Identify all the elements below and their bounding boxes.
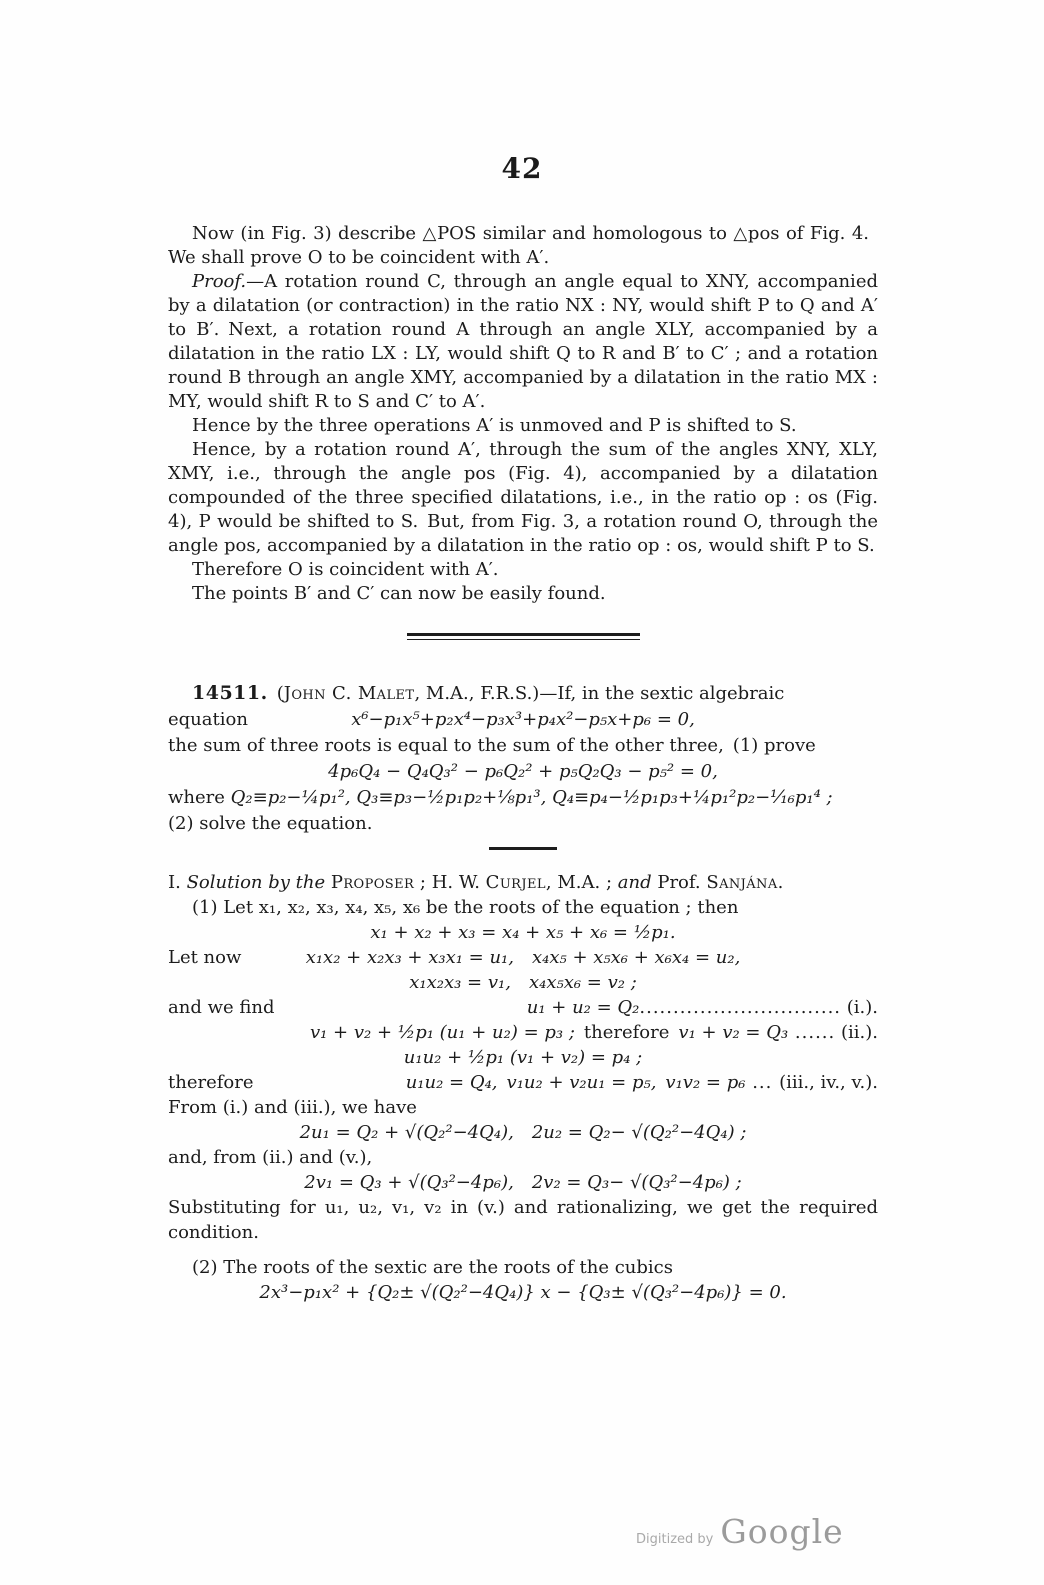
solution-byline-italic: Solution by the: [186, 872, 331, 893]
divider-thin-rule: [407, 639, 640, 640]
root-sums-formula: x₁ + x₂ + x₃ = x₄ + x₅ + x₆ = ½p₁.: [370, 922, 676, 943]
google-watermark: [636, 1512, 844, 1551]
ref-ii: (ii.).: [835, 1022, 878, 1043]
part-two-line: (2) The roots of the sextic are the roots of the cubics: [192, 1257, 673, 1278]
sum-of-roots-line: the sum of three roots is equal to the sum of the other three, (1) prove: [168, 735, 816, 756]
let-now-label: Let now: [168, 947, 242, 968]
v-definitions-equation: [168, 970, 878, 995]
solver-separator-3: Prof.: [651, 872, 707, 893]
heading-open: (: [267, 683, 284, 704]
cubics-formula: 2x³−p₁x² + {Q₂± √(Q₂²−4Q₄)} x − {Q₃± √(Q₃²−4p₆)} = 0.: [259, 1282, 787, 1303]
leader-dots: ..............................: [639, 997, 842, 1018]
proof-label: Proof.: [192, 271, 247, 292]
sextic-equation: x⁶−p₁x⁵+p₂x⁴−p₃x³+p₄x²−p₅x+p₆ = 0,: [351, 709, 695, 730]
geometry-proof-section: [168, 222, 878, 606]
let-now-equation: [168, 945, 878, 970]
condition-equation: 4p₆Q₄ − Q₄Q₃² − p₆Q₂² + p₅Q₂Q₃ − p₅² = 0,: [328, 761, 718, 782]
paragraph-points-found: The points B′ and C′ can now be easily found.: [192, 583, 606, 604]
problem-heading: [168, 680, 878, 707]
solver-separator-2: , M.A. ;: [545, 872, 618, 893]
therefore-word: therefore: [574, 1022, 679, 1043]
leader-dots: ......: [788, 1022, 836, 1043]
and-word-italic: and: [617, 872, 652, 893]
proposer-name: John C. Malet: [283, 683, 415, 704]
from-i-iii-line: From (i.) and (iii.), we have: [168, 1097, 417, 1118]
where-definitions-line: [168, 785, 878, 811]
result-ii-equation: [168, 1020, 878, 1045]
from-ii-v-line: and, from (ii.) and (v.),: [168, 1147, 373, 1168]
solver-separator-1: ; H. W.: [414, 872, 486, 893]
leader-dots: ...: [745, 1072, 780, 1093]
page-content: [168, 222, 878, 1305]
root-sums-equation: [168, 920, 878, 945]
result-i-equation: [168, 995, 878, 1020]
u-definitions-formula: x₁x₂ + x₂x₃ + x₃x₁ = u₁, x₄x₅ + x₅x₆ + x₆x₄ = u₂,: [305, 947, 741, 968]
v-roots-equation: [168, 1170, 878, 1195]
ref-i: (i.).: [841, 997, 878, 1018]
result-ii-formula-b: v₁ + v₂ = Q₃: [678, 1022, 789, 1043]
solution-numeral: I.: [168, 872, 187, 893]
solver-curjel: Curjel: [485, 872, 546, 893]
q-definitions: Q₂≡p₂−¼p₁², Q₃≡p₃−½p₁p₂+⅛p₁³, Q₄≡p₄−½p₁p₃+¼p₁²p₂−¹⁄₁₆p₁⁴ ;: [230, 787, 833, 808]
paragraph-proof: [168, 270, 878, 414]
cubics-equation: [168, 1280, 878, 1305]
proof-text: —A rotation round C, through an angle equal to XNY, accompanied by a dilatation (or contraction) in the ratio NX : NY, would shift P to Q and A′ to B′. Next, a rotation round A through an angle XLY, accompanied by a dilatation in the ratio LX : LY, would shift Q to R and B′ to C′ ; and a rotation round B through an angle XMY, accompanied by a dilatation in the ratio MX : MY, would shift R to S and C′ to A′.: [168, 271, 878, 412]
paragraph-describe-triangle: Now (in Fig. 3) describe △POS similar and homologous to △pos of Fig. 4. We shall prove O to be coincident with A′.: [168, 223, 878, 268]
solve-equation-line: (2) solve the equation.: [168, 813, 373, 834]
u-roots-equation: [168, 1120, 878, 1145]
solver-proposer: Proposer: [330, 872, 415, 893]
heading-rest: , M.A., F.R.S.)—If, in the sextic algebraic: [414, 683, 785, 704]
paragraph-hence-operations: Hence by the three operations A′ is unmoved and P is shifted to S.: [192, 415, 797, 436]
p4-equation: [168, 1045, 878, 1070]
u-roots-formula: 2u₁ = Q₂ + √(Q₂²−4Q₄), 2u₂ = Q₂− √(Q₂²−4Q₄) ;: [299, 1122, 747, 1143]
where-word: where: [168, 787, 231, 808]
therefore-label: therefore: [168, 1072, 254, 1093]
paragraph-hence-rotation: Hence, by a rotation round A′, through the sum of the angles XNY, XLY, XMY, i.e., through the angle pos (Fig. 4), accompanied by a dilatation compounded of the three specified dilatations, i.e., in the ratio op : os (Fig. 4), P would be shifted to S. But, from Fig. 3, a rotation round O, through the angle pos, accompanied by a dilatation in the ratio op : os, would shift P to S.: [168, 439, 878, 556]
v-definitions-formula: x₁x₂x₃ = v₁, x₄x₅x₆ = v₂ ;: [409, 972, 637, 993]
p4-formula: u₁u₂ + ½p₁ (v₁ + v₂) = p₄ ;: [403, 1047, 643, 1068]
solution-section: [168, 870, 878, 1305]
paragraph-therefore-coincident: Therefore O is coincident with A′.: [192, 559, 499, 580]
divider-thick-rule: [407, 633, 640, 636]
sextic-equation-line: [168, 707, 878, 733]
ref-iii-iv-v: (iii., iv., v.).: [779, 1072, 878, 1093]
problem-statement-section: [168, 680, 878, 837]
v-roots-formula: 2v₁ = Q₃ + √(Q₃²−4p₆), 2v₂ = Q₃− √(Q₃²−4p₆) ;: [304, 1172, 742, 1193]
equation-label: equation: [168, 709, 248, 730]
problem-end-rule: [489, 847, 557, 850]
condition-equation-line: [168, 759, 878, 785]
roots-intro-line: (1) Let x₁, x₂, x₃, x₄, x₅, x₆ be the roots of the equation ; then: [192, 897, 739, 918]
digitized-by-label: Digitized by: [636, 1532, 714, 1547]
google-logo: Google: [720, 1512, 844, 1551]
heading-period: .: [777, 872, 784, 893]
section-divider: [407, 633, 640, 640]
solver-sanjana: Sanjána: [706, 872, 778, 893]
result-ii-formula-a: v₁ + v₂ + ½p₁ (u₁ + u₂) = p₃ ;: [309, 1022, 575, 1043]
results-iii-iv-v-formula: u₁u₂ = Q₄, v₁u₂ + v₂u₁ = p₅, v₁v₂ = p₆: [405, 1072, 746, 1093]
solution-heading: [168, 870, 878, 895]
results-iii-iv-v-equation: [168, 1070, 878, 1095]
problem-number: 14511.: [192, 682, 268, 704]
page-number: 42: [501, 152, 543, 185]
and-we-find-label: and we find: [168, 997, 275, 1018]
result-i-formula: u₁ + u₂ = Q₂: [526, 997, 640, 1018]
substituting-line: Substituting for u₁, u₂, v₁, v₂ in (v.) and rationalizing, we get the required condition.: [168, 1197, 878, 1243]
